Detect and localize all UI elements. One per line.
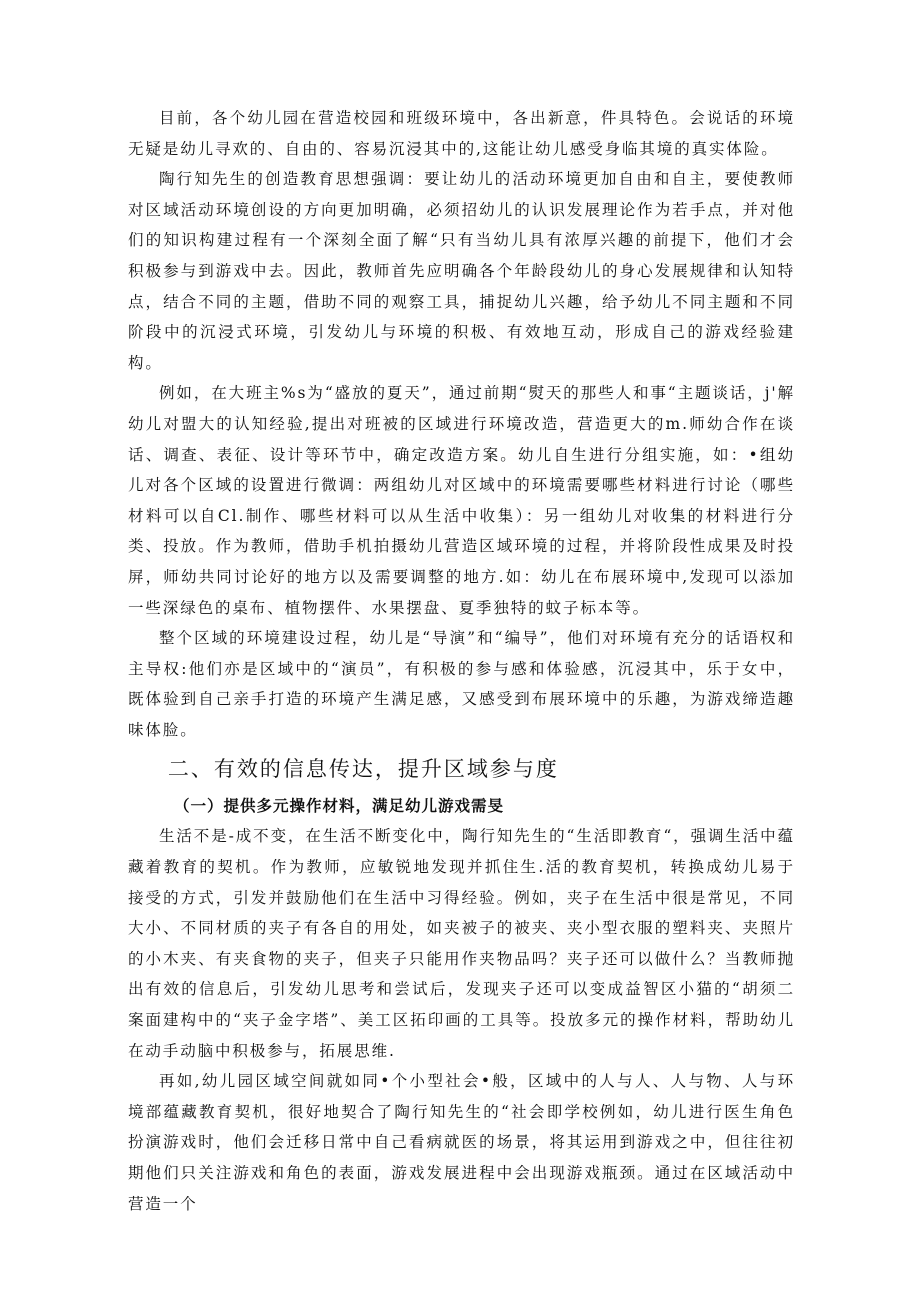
paragraph-6: 再如,幼儿园区域空间就如同•个小型社会•般，区域中的人与人、人与物、人与环境部蕴藏教育契机，很好地契合了陶行知先生的“社会即学校例如，幼儿进行医生角色扮演游戏时，他们会迁移日常中自己看病就医的场景，将其运用到游戏之中，但往往初期他们只关注游戏和角色的表面，游戏发展进程中会出现游戏瓶颈。通过在区域活动中营造一个	[128, 1072, 795, 1213]
paragraph-1: 目前，各个幼儿园在营造校园和班级环境中，各出新意，件具特色。会说话的环境无疑是幼儿寻欢的、自由的、容易沉浸其中的,这能让幼儿感受身临其境的真实体险。	[128, 109, 795, 158]
paragraph-2: 陶行知先生的创造教育思想强调：要让幼儿的活动环境更加自由和自主，要使教师对区域活动环境创设的方向更加明确，必须招幼儿的认识发展理论作为若手点，并对他们的知识构建过程有一个深刻全面了解“只有当幼儿具有浓厚兴趣的前提下，他们才会积极参与到游戏中去。因此，教师首先应明确各个年龄段幼儿的身心发展规律和认知特点，结合不同的主题，借助不同的观察工具，捕捉幼儿兴趣，给予幼儿不同主题和不同阶段中的沉浸式环境，引发幼儿与环境的积极、有效地互动，形成自己的游戏经验建构。	[128, 170, 795, 372]
section-heading: 二、有效的信息传达，提升区域参与度	[167, 757, 559, 782]
paragraph-3: 例如，在大班主%s为“盛放的夏天”，通过前期“熨天的那些人和事“主题谈话，j'解幼儿对盟大的认知经验,提出对班被的区域进行环境改造，营造更大的m.师幼合作在谈话、调查、表征、设计等环节中，确定改造方案。幼儿自生进行分组实施，如：•组幼儿对各个区域的设置进行微调：两组幼儿对区域中的环境需要哪些材料进行讨论（哪些材料可以自Cl.制作、哪些材料可以从生活中收集）：另一组幼儿对收集的材料进行分类、投放。作为教师，借助手机拍摄幼儿营造区域环境的过程，并将阶段性成果及时投屏，师幼共同讨论好的地方以及需要调整的地方.如：幼儿在布展环境中,发现可以添加一些深绿色的桌布、植物摆件、水果摆盘、夏季独特的蚊子标本等。	[128, 384, 795, 617]
paragraph-4: 整个区域的环境建设过程，幼儿是“导演”和“编导”，他们对环境有充分的话语权和主导权:他们亦是区域中的“演员”，有积极的参与感和体验感，沉浸其中，乐于女中，既体验到自己亲手打造的环境产生满足感，又感受到布展环境中的乐趣，为游戏缔造趣味体脸。	[128, 629, 795, 739]
document-page	[128, 103, 795, 1219]
subsection-heading: （一）提供多元操作材料，满足幼儿游戏需旻	[174, 797, 505, 816]
paragraph-5: 生活不是-成不变，在生活不断变化中，陶行知先生的“生活即教育“，强调生活中蕴藏着教育的契机。作为教师，应敏锐地发现并抓住生.活的教育契机，转换成幼儿易于接受的方式，引发并鼓励他们在生活中习得经验。例如，夹子在生活中很是常见，不同大小、不同材质的夹子有各自的用处，如夹被子的被夹、夹小型衣服的塑料夹、夹照片的小木夹、有夹食物的夹子，但夹子只能用作夹物品吗？夹子还可以做什么？当教师抛出有效的信息后，引发幼儿思考和尝试后，发现夹子还可以变成益智区小猫的“胡须二案面建构中的“夹子金字塔”、美工区拓印画的工具等。投放多元的操作材料，帮助幼儿在动手动脑中积极参与，拓展思维.	[128, 827, 795, 1060]
